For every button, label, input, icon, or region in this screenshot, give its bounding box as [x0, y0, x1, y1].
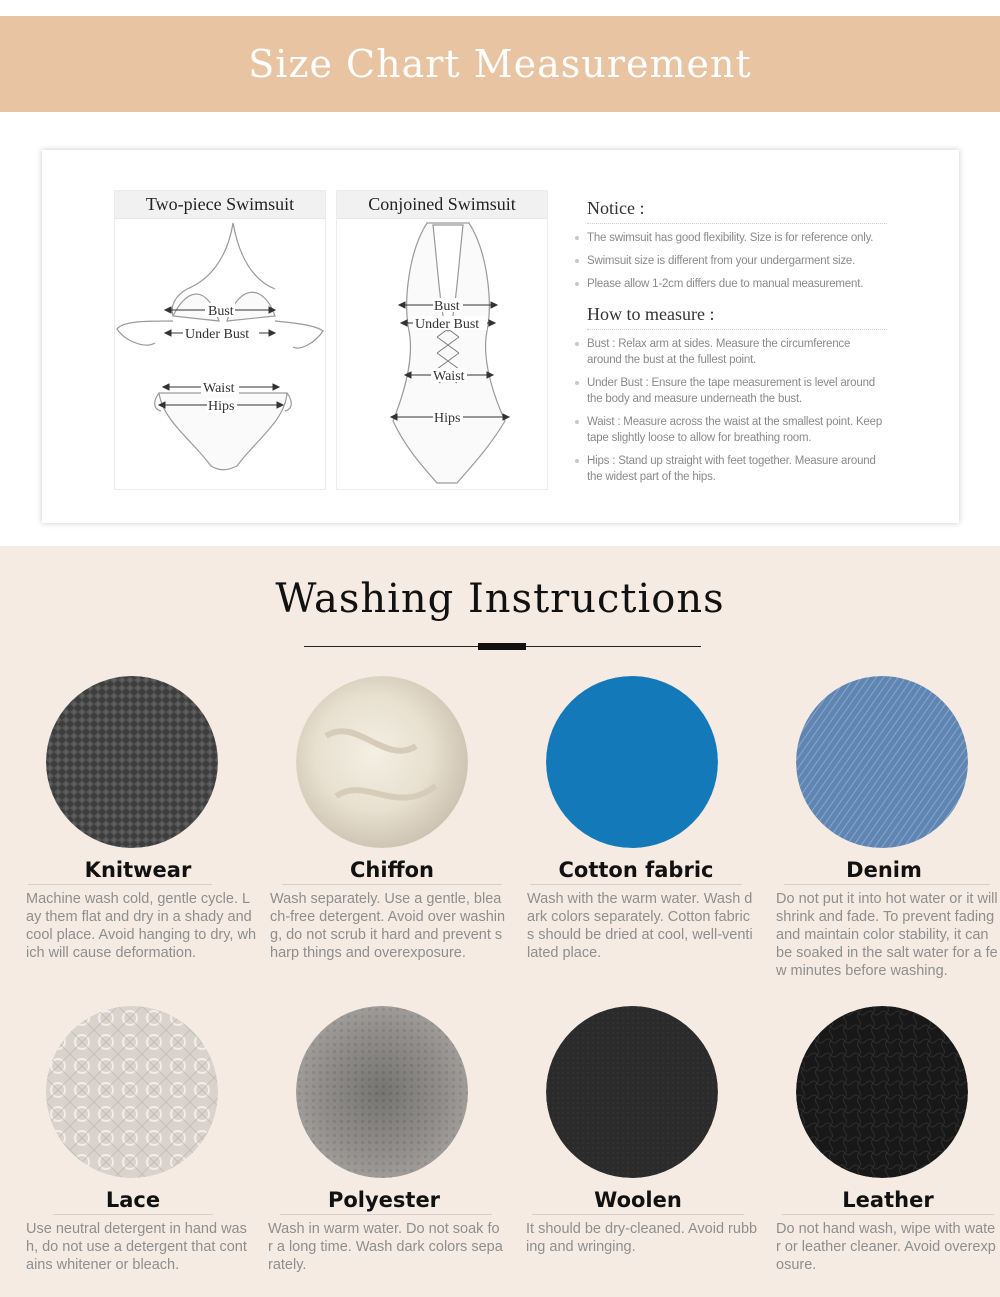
fabric-name-knitwear: Knitwear	[84, 858, 192, 882]
fabric-name-chiffon: Chiffon	[350, 858, 434, 882]
fabric-desc-leather: Do not hand wash, wipe with water or leather cleaner. Avoid overexposure.	[776, 1221, 996, 1273]
two-piece-under-bust-label: Under Bust	[185, 327, 250, 342]
polyester-swatch	[296, 1006, 468, 1178]
two-piece-panel	[114, 190, 326, 490]
knitwear-swatch	[46, 676, 218, 848]
fabric-name-leather: Leather	[842, 1188, 934, 1212]
fabric-divider	[530, 884, 742, 885]
conjoined-title: Conjoined Swimsuit	[337, 191, 547, 219]
fabric-desc-lace: Use neutral detergent in hand wash, do not use a detergent that contains whitener or bleach.	[26, 1221, 247, 1273]
size-chart-banner	[0, 16, 1000, 112]
bikini-strap	[187, 223, 233, 289]
fabric-desc-knitwear: Machine wash cold, gentle cycle. Lay them flat and dry in a shady and cool place. Avoid hanging to dry, which will cause deformation.	[26, 891, 257, 961]
conjoined-waist-label: Waist	[433, 369, 465, 384]
lace-swatch	[46, 1006, 218, 1178]
conjoined-hips-label: Hips	[434, 411, 461, 426]
leather-swatch	[796, 1006, 968, 1178]
how-to-measure-list	[587, 336, 887, 485]
measure-item-under-bust: Under Bust : Ensure the tape measurement is level around the body and measure underneath the bust.	[587, 375, 887, 407]
notice-section	[587, 198, 887, 497]
measure-item-waist: Waist : Measure across the waist at the smallest point. Keep tape slightly loose to allow for breathing room.	[587, 414, 887, 446]
washing-title: Washing Instructions	[275, 576, 725, 622]
chiffon-swatch	[296, 676, 468, 848]
fabric-divider	[53, 1214, 213, 1215]
washing-section	[0, 546, 1000, 1297]
cotton-swatch	[546, 676, 718, 848]
fabric-name-cotton-fabric: Cotton fabric	[558, 858, 714, 882]
notice-item: The swimsuit has good flexibility. Size is for reference only.	[587, 230, 887, 246]
denim-swatch	[796, 676, 968, 848]
notice-item: Please allow 1-2cm differs due to manual measurement.	[587, 276, 887, 292]
banner-title: Size Chart Measurement	[248, 42, 752, 86]
how-to-measure-heading: How to measure :	[587, 304, 887, 330]
notice-item: Swimsuit size is different from your undergarment size.	[587, 253, 887, 269]
two-piece-title: Two-piece Swimsuit	[115, 191, 325, 219]
two-piece-diagram	[115, 221, 327, 489]
notice-list	[587, 230, 887, 292]
two-piece-waist-label: Waist	[203, 381, 235, 396]
fabric-desc-chiffon: Wash separately. Use a gentle, bleach-free detergent. Avoid over washing, do not scrub it hard and prevent sharp things and overexposure.	[270, 891, 506, 961]
fabric-name-denim: Denim	[846, 858, 922, 882]
fabric-divider	[782, 1214, 994, 1215]
fabric-name-lace: Lace	[105, 1188, 161, 1212]
two-piece-hips-label: Hips	[208, 399, 235, 414]
two-piece-bust-label: Bust	[208, 304, 234, 319]
fabric-divider	[28, 884, 212, 885]
size-chart-card	[42, 150, 959, 523]
measure-item-hips: Hips : Stand up straight with feet together. Measure around the widest part of the hips.	[587, 453, 887, 485]
fabric-divider	[282, 884, 502, 885]
measure-item-bust: Bust : Relax arm at sides. Measure the circumference around the bust at the fullest point.	[587, 336, 887, 368]
title-divider-accent	[478, 643, 526, 650]
fabric-desc-cotton-fabric: Wash with the warm water. Wash dark colors separately. Cotton fabrics should be dried at cool, well-ventilated place.	[527, 891, 753, 961]
fabric-name-woolen: Woolen	[594, 1188, 682, 1212]
fabric-divider	[784, 884, 990, 885]
conjoined-panel	[336, 190, 548, 490]
fabric-name-polyester: Polyester	[327, 1188, 441, 1212]
woolen-swatch	[546, 1006, 718, 1178]
fabric-desc-polyester: Wash in warm water. Do not soak for a long time. Wash dark colors separately.	[268, 1221, 503, 1273]
conjoined-bust-label: Bust	[434, 299, 460, 314]
conjoined-diagram	[337, 221, 549, 489]
fabric-divider	[532, 1214, 744, 1215]
conjoined-under-bust-label: Under Bust	[415, 317, 480, 332]
fabric-desc-woolen: It should be dry-cleaned. Avoid rubbing and wringing.	[526, 1221, 758, 1255]
fabric-divider	[280, 1214, 492, 1215]
notice-heading: Notice :	[587, 198, 887, 224]
fabric-desc-denim: Do not put it into hot water or it will shrink and fade. To prevent fading and maintain color stability, it can be soaked in the salt water for a few minutes before washing.	[776, 891, 998, 979]
